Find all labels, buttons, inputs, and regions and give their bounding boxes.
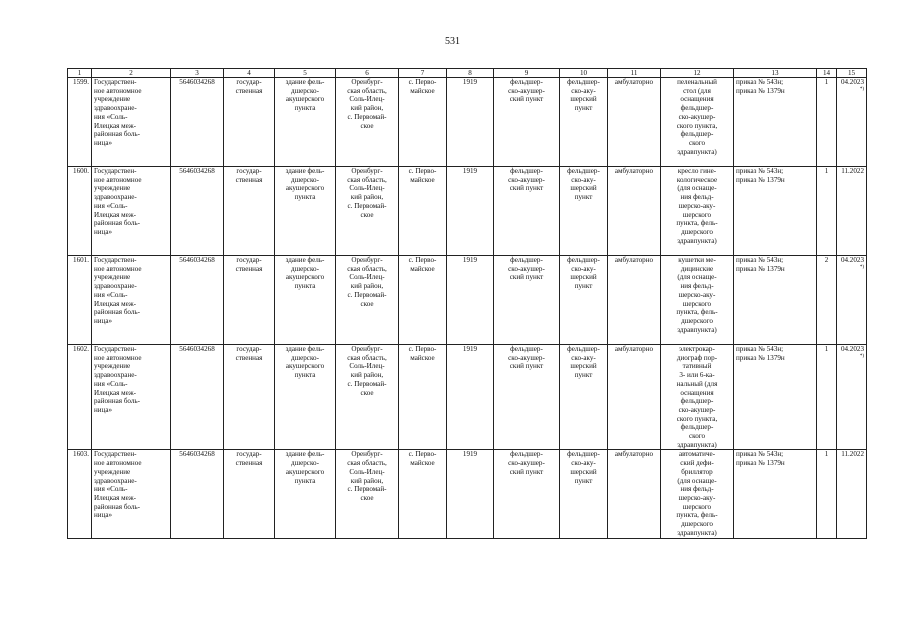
building-text: здание фель- дшерско- акушерского пункта xyxy=(285,345,325,380)
column-number-13: 13 xyxy=(734,69,817,78)
date-text: 11.2022 xyxy=(841,167,864,175)
table-row xyxy=(68,256,867,345)
row-number-cell xyxy=(68,78,92,167)
column-number-5: 5 xyxy=(275,69,336,78)
care-form-cell xyxy=(608,256,661,345)
table-row xyxy=(68,345,867,450)
address-cell xyxy=(336,167,399,256)
registry-table xyxy=(67,68,867,539)
date-cell xyxy=(837,256,867,345)
organization-cell xyxy=(92,256,171,345)
quantity-cell xyxy=(817,345,837,450)
unit-type-cell xyxy=(560,450,608,539)
row-number-text: 1602. xyxy=(73,345,89,353)
year-text: 1919 xyxy=(462,167,478,175)
building-text: здание фель- дшерско- акушерского пункта xyxy=(285,78,325,113)
equipment-text: автоматиче- ский дефи- бриллятор (для оснаще- ния фельд- шерско-аку- шерского пункта, фель- дшерского здравпункта) xyxy=(676,450,718,537)
settlement-cell xyxy=(399,78,447,167)
equipment-text: кресло гине- кологическое (для оснаще- ния фельд- шерско-аку- шерского пункта, фель- дшерского здравпункта) xyxy=(676,167,718,245)
row-number-cell xyxy=(68,345,92,450)
care-form-text: амбулаторно xyxy=(614,256,654,264)
organization-text: Государствен- ное автономное учреждение здравоохране- ния «Соль- Илецкая меж- районная боль- ница» xyxy=(94,78,142,147)
row-number-cell xyxy=(68,167,92,256)
unit-cell xyxy=(494,78,560,167)
unit-cell xyxy=(494,256,560,345)
column-number-row xyxy=(68,69,867,78)
care-form-text: амбулаторно xyxy=(614,450,654,459)
row-number-cell xyxy=(68,450,92,539)
order-text: приказ № 543н; приказ № 1379н xyxy=(736,345,785,362)
date-text: 04.2023 xyxy=(840,78,864,86)
unit-cell xyxy=(494,167,560,256)
date-cell xyxy=(837,167,867,256)
inn-text: 5646034268 xyxy=(179,345,215,353)
year-text: 1919 xyxy=(462,345,478,353)
organization-cell xyxy=(92,167,171,256)
ownership-cell xyxy=(224,450,275,539)
organization-cell xyxy=(92,345,171,450)
care-form-cell xyxy=(608,345,661,450)
unit-text: фельдшер- ско-акушер- ский пункт xyxy=(508,345,545,371)
order-cell xyxy=(734,450,817,539)
column-number-10: 10 xyxy=(560,69,608,78)
order-cell xyxy=(734,345,817,450)
ownership-text: государ- ственная xyxy=(235,345,263,362)
building-cell xyxy=(275,256,336,345)
organization-cell xyxy=(92,78,171,167)
inn-cell xyxy=(171,256,224,345)
building-cell xyxy=(275,78,336,167)
address-cell xyxy=(336,78,399,167)
quantity-text: 1 xyxy=(824,167,829,175)
address-text: Оренбург- ская область, Соль-Илец- кий район, с. Первомай- ское xyxy=(347,256,387,308)
address-cell xyxy=(336,450,399,539)
date-cell xyxy=(837,345,867,450)
building-text: здание фель- дшерско- акушерского пункта xyxy=(285,167,325,202)
quantity-cell xyxy=(817,167,837,256)
ownership-cell xyxy=(224,167,275,256)
building-cell xyxy=(275,167,336,256)
date-cell xyxy=(837,78,867,167)
year-text: 1919 xyxy=(462,450,478,459)
quantity-text: 1 xyxy=(824,78,829,86)
quantity-cell xyxy=(817,450,837,539)
year-text: 1919 xyxy=(462,256,478,264)
year-cell xyxy=(447,78,494,167)
unit-type-cell xyxy=(560,345,608,450)
unit-type-text: фельдшер- ско-аку- шерский пункт xyxy=(567,167,600,202)
settlement-text: с. Перво- майское xyxy=(408,167,437,184)
order-text: приказ № 543н; приказ № 1379н xyxy=(736,167,785,184)
inn-text: 5646034268 xyxy=(179,256,215,264)
quantity-cell xyxy=(817,78,837,167)
year-cell xyxy=(447,167,494,256)
inn-cell xyxy=(171,450,224,539)
table-row xyxy=(68,78,867,167)
table-row xyxy=(68,450,867,539)
ownership-text: государ- ственная xyxy=(235,78,263,95)
page-number: 531 xyxy=(445,36,460,47)
organization-cell xyxy=(92,450,171,539)
row-number-text: 1599. xyxy=(73,78,89,86)
unit-text: фельдшер- ско-акушер- ский пункт xyxy=(508,78,545,104)
column-number-9: 9 xyxy=(494,69,560,78)
address-cell xyxy=(336,345,399,450)
unit-type-text: фельдшер- ско-аку- шерский пункт xyxy=(567,78,600,113)
care-form-text: амбулаторно xyxy=(614,345,654,353)
equipment-cell xyxy=(661,78,734,167)
address-text: Оренбург- ская область, Соль-Илец- кий район, с. Первомай- ское xyxy=(347,167,387,219)
unit-text: фельдшер- ско-акушер- ский пункт xyxy=(508,167,545,193)
quantity-text: 1 xyxy=(824,345,829,353)
building-cell xyxy=(275,345,336,450)
row-number-text: 1601. xyxy=(73,256,89,264)
care-form-text: амбулаторно xyxy=(614,167,654,175)
organization-text: Государствен- ное автономное учреждение здравоохране- ния «Соль- Илецкая меж- районная боль- ница» xyxy=(94,256,142,325)
settlement-cell xyxy=(399,345,447,450)
equipment-cell xyxy=(661,256,734,345)
table-row xyxy=(68,167,867,256)
address-text: Оренбург- ская область, Соль-Илец- кий район, с. Первомай- ское xyxy=(347,78,387,130)
column-number-3: 3 xyxy=(171,69,224,78)
order-text: приказ № 543н; приказ № 1379н xyxy=(736,78,785,95)
year-cell xyxy=(447,256,494,345)
ownership-text: государ- ственная xyxy=(235,450,263,468)
footnote-mark: *) xyxy=(859,353,864,359)
column-number-7: 7 xyxy=(399,69,447,78)
order-cell xyxy=(734,167,817,256)
footnote-mark: *) xyxy=(859,264,864,270)
ownership-cell xyxy=(224,345,275,450)
equipment-text: пеленальный стол (для оснащения фельдшер- ско-акушер- ского пункта, фельдшер- ского здравпункта) xyxy=(676,78,718,156)
ownership-text: государ- ственная xyxy=(235,167,263,184)
inn-text: 5646034268 xyxy=(179,78,215,86)
care-form-text: амбулаторно xyxy=(614,78,654,86)
equipment-cell xyxy=(661,167,734,256)
ownership-cell xyxy=(224,78,275,167)
care-form-cell xyxy=(608,450,661,539)
year-cell xyxy=(447,345,494,450)
year-cell xyxy=(447,450,494,539)
settlement-cell xyxy=(399,167,447,256)
date-cell xyxy=(837,450,867,539)
unit-cell xyxy=(494,450,560,539)
column-number-14: 14 xyxy=(817,69,837,78)
footnote-mark: *) xyxy=(859,86,864,92)
ownership-cell xyxy=(224,256,275,345)
column-number-4: 4 xyxy=(224,69,275,78)
inn-cell xyxy=(171,78,224,167)
building-text: здание фель- дшерско- акушерского пункта xyxy=(285,256,325,291)
unit-type-text: фельдшер- ско-аку- шерский пункт xyxy=(567,345,600,380)
settlement-text: с. Перво- майское xyxy=(408,345,437,362)
settlement-text: с. Перво- майское xyxy=(408,78,437,95)
date-text: 04.2023 xyxy=(840,256,864,264)
quantity-text: 2 xyxy=(824,256,829,264)
settlement-cell xyxy=(399,450,447,539)
unit-text: фельдшер- ско-акушер- ский пункт xyxy=(508,256,545,282)
year-text: 1919 xyxy=(462,78,478,86)
inn-text: 5646034268 xyxy=(179,450,215,459)
address-text: Оренбург- ская область, Соль-Илец- кий район, с. Первомай- ское xyxy=(347,450,387,502)
equipment-text: электрокар- диограф пор- тативный 3- или 6-ка- нальный (для оснащения фельдшер- ско-акушер- ского пункта, фельдшер- ского здравпункта) xyxy=(676,345,718,449)
address-cell xyxy=(336,256,399,345)
settlement-text: с. Перво- майское xyxy=(408,256,437,273)
column-number-11: 11 xyxy=(608,69,661,78)
order-text: приказ № 543н; приказ № 1379н xyxy=(736,450,785,468)
organization-text: Государствен- ное автономное учреждение здравоохране- ния «Соль- Илецкая меж- районная боль- ница» xyxy=(94,345,142,414)
building-cell xyxy=(275,450,336,539)
quantity-text: 1 xyxy=(824,450,829,459)
unit-text: фельдшер- ско-акушер- ский пункт xyxy=(508,450,545,476)
inn-cell xyxy=(171,345,224,450)
row-number-cell xyxy=(68,256,92,345)
table-body xyxy=(68,78,867,539)
column-number-12: 12 xyxy=(661,69,734,78)
column-number-2: 2 xyxy=(92,69,171,78)
organization-text: Государствен- ное автономное учреждение здравоохране- ния «Соль- Илецкая меж- районная боль- ница» xyxy=(94,167,142,236)
equipment-text: кушетки ме- дицинские (для оснаще- ния фельд- шерско-аку- шерского пункта, фель- дшерского здравпункта) xyxy=(676,256,718,334)
organization-text: Государствен- ное автономное учреждение здравоохране- ния «Соль- Илецкая меж- районная боль- ница» xyxy=(94,450,142,520)
row-number-text: 1600. xyxy=(73,167,89,175)
row-number-text: 1603. xyxy=(73,450,89,459)
unit-type-cell xyxy=(560,256,608,345)
date-text: 11.2022 xyxy=(841,450,864,459)
settlement-text: с. Перво- майское xyxy=(408,450,437,468)
order-cell xyxy=(734,256,817,345)
unit-type-text: фельдшер- ско-аку- шерский пункт xyxy=(567,450,600,485)
unit-type-cell xyxy=(560,78,608,167)
address-text: Оренбург- ская область, Соль-Илец- кий район, с. Первомай- ское xyxy=(347,345,387,397)
order-cell xyxy=(734,78,817,167)
settlement-cell xyxy=(399,256,447,345)
ownership-text: государ- ственная xyxy=(235,256,263,273)
column-number-6: 6 xyxy=(336,69,399,78)
inn-text: 5646034268 xyxy=(179,167,215,175)
quantity-cell xyxy=(817,256,837,345)
unit-type-cell xyxy=(560,167,608,256)
care-form-cell xyxy=(608,78,661,167)
unit-type-text: фельдшер- ско-аку- шерский пункт xyxy=(567,256,600,291)
unit-cell xyxy=(494,345,560,450)
column-number-1: 1 xyxy=(68,69,92,78)
column-number-8: 8 xyxy=(447,69,494,78)
order-text: приказ № 543н; приказ № 1379н xyxy=(736,256,785,273)
date-text: 04.2023 xyxy=(840,345,864,353)
column-number-15: 15 xyxy=(837,69,867,78)
care-form-cell xyxy=(608,167,661,256)
inn-cell xyxy=(171,167,224,256)
equipment-cell xyxy=(661,450,734,539)
building-text: здание фель- дшерско- акушерского пункта xyxy=(285,450,325,485)
equipment-cell xyxy=(661,345,734,450)
